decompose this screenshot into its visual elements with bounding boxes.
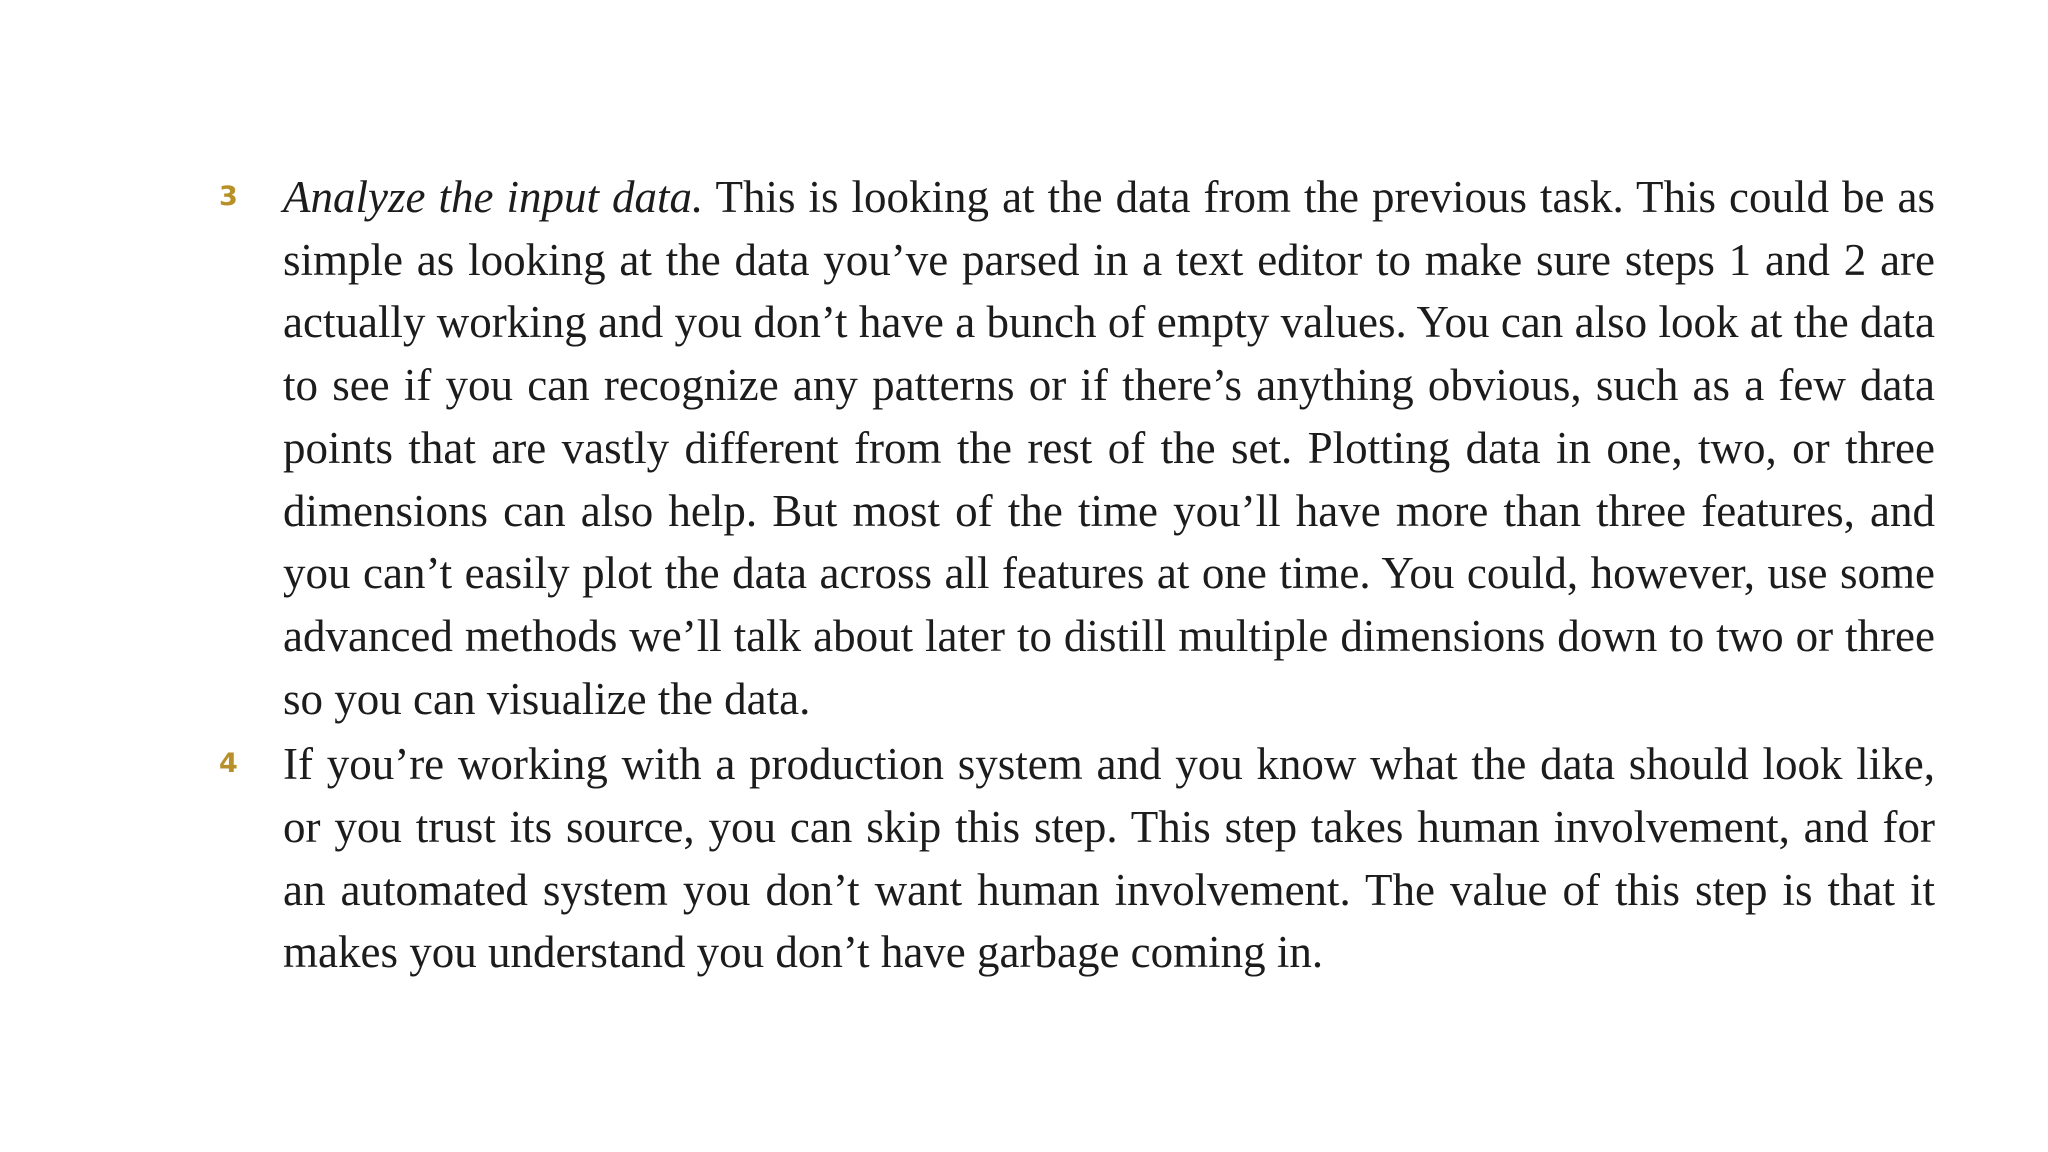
list-item-3-lead: Analyze the input data.	[283, 172, 704, 222]
list-number-3: 3	[219, 181, 238, 212]
list-item-4	[0, 733, 2048, 984]
list-item-4-text: If you’re working with a production system and you know what the data should look like, or you trust its source, you can skip this step. This step takes human involvement, and for an automated system you don’t want human involvement. The value of this step is that it makes you understand you don’t have garbage coming in.	[283, 739, 1935, 978]
numbered-list	[0, 166, 2048, 984]
list-item-4-paragraph	[283, 733, 1935, 984]
list-number-4: 4	[219, 748, 238, 780]
list-item-3-text: This is looking at the data from the previous task. This could be as simple as looking at the data you’ve parsed in a text editor to make sure steps 1 and 2 are actually working and you don’t have a bunch of empty values. You can also look at the data to see if you can recognize any patterns or if there’s anything obvious, such as a few data points that are vastly different from the rest of the set. Plotting data in one, two, or three dimensions can also help. But most of the time you’ll have more than three features, and you can’t easily plot the data across all features at one time. You could, however, use some advanced methods we’ll talk about later to distill multiple dimensions down to two or three so you can visualize the data.	[283, 172, 1935, 724]
list-item-3-paragraph	[283, 166, 1935, 730]
list-item-3	[0, 166, 2048, 730]
